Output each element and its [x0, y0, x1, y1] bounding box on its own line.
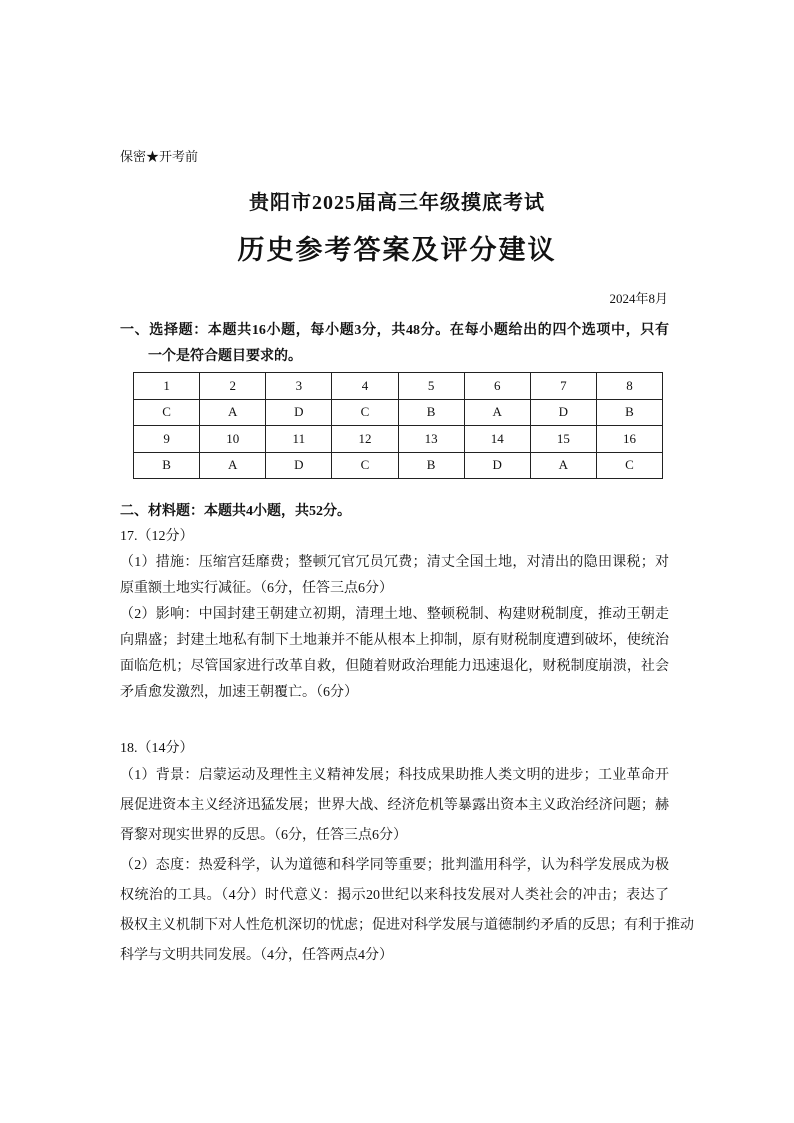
table-cell: C — [596, 452, 662, 479]
table-cell: 14 — [464, 426, 530, 453]
table-row — [134, 452, 663, 479]
table-cell: C — [332, 399, 398, 426]
table-cell: 4 — [332, 373, 398, 400]
table-row — [134, 426, 663, 453]
table-cell: D — [266, 452, 332, 479]
table-cell: A — [530, 452, 596, 479]
section1-heading-cont: 一个是符合题目要求的。 — [148, 349, 302, 364]
answer-table — [133, 372, 663, 479]
q18-answer-line: （1）背景：启蒙运动及理性主义精神发展；科技成果助推人类文明的进步；工业革命开 — [120, 768, 669, 783]
section2-heading: 二、材料题：本题共4小题，共52分。 — [120, 504, 351, 519]
q18-answer-line: 极权主义机制下对人性危机深切的忧虑；促进对科学发展与道德制约矛盾的反思；有利于推动 — [120, 918, 694, 933]
table-cell: B — [596, 399, 662, 426]
confidential-label: 保密★开考前 — [120, 149, 199, 164]
q17-answer-line: （1）措施：压缩宫廷靡费；整顿冗官冗员冗费；清丈全国土地，对清出的隐田课税；对 — [120, 555, 669, 570]
table-cell: B — [134, 452, 200, 479]
document-date: 2024年8月 — [609, 291, 668, 306]
q17-answer-line: 向鼎盛；封建土地私有制下土地兼并不能从根本上抑制，原有财税制度遭到破坏，使统治 — [120, 633, 669, 648]
table-cell: 16 — [596, 426, 662, 453]
table-cell: 5 — [398, 373, 464, 400]
table-cell: 7 — [530, 373, 596, 400]
table-cell: 13 — [398, 426, 464, 453]
table-cell: 2 — [200, 373, 266, 400]
table-cell: D — [464, 452, 530, 479]
table-row — [134, 399, 663, 426]
table-cell: 9 — [134, 426, 200, 453]
exam-title: 贵阳市2025届高三年级摸底考试 — [249, 192, 545, 214]
table-row — [134, 373, 663, 400]
table-cell: 15 — [530, 426, 596, 453]
q18-answer-line: 胥黎对现实世界的反思。（6分，任答三点6分） — [120, 828, 407, 843]
table-cell: 11 — [266, 426, 332, 453]
q18-answer-line: 权统治的工具。（4分）时代意义：揭示20世纪以来科技发展对人类社会的冲击；表达了 — [120, 888, 669, 903]
document-title: 历史参考答案及评分建议 — [237, 235, 557, 265]
table-cell: 12 — [332, 426, 398, 453]
table-cell: D — [530, 399, 596, 426]
q18-heading: 18.（14分） — [120, 741, 194, 756]
q18-answer-line: 科学与文明共同发展。（4分，任答两点4分） — [120, 948, 393, 963]
q17-answer-line: （2）影响：中国封建王朝建立初期，清理土地、整顿税制、构建财税制度，推动王朝走 — [120, 607, 669, 622]
table-cell: 1 — [134, 373, 200, 400]
table-cell: 10 — [200, 426, 266, 453]
table-cell: B — [398, 399, 464, 426]
table-cell: A — [200, 452, 266, 479]
q17-heading: 17.（12分） — [120, 529, 194, 544]
table-cell: C — [332, 452, 398, 479]
table-cell: A — [464, 399, 530, 426]
table-cell: B — [398, 452, 464, 479]
q17-answer-line: 矛盾愈发激烈，加速王朝覆亡。（6分） — [120, 685, 358, 700]
table-cell: 8 — [596, 373, 662, 400]
table-cell: 3 — [266, 373, 332, 400]
q17-answer-line: 面临危机；尽管国家进行改革自救，但随着财政治理能力迅速退化，财税制度崩溃，社会 — [120, 659, 669, 674]
table-cell: 6 — [464, 373, 530, 400]
q18-answer-line: （2）态度：热爱科学，认为道德和科学同等重要；批判滥用科学，认为科学发展成为极 — [120, 858, 669, 873]
q18-answer-line: 展促进资本主义经济迅猛发展；世界大战、经济危机等暴露出资本主义政治经济问题；赫 — [120, 798, 669, 813]
table-cell: D — [266, 399, 332, 426]
q17-answer-line: 原重额土地实行减征。（6分，任答三点6分） — [120, 581, 393, 596]
section1-heading: 一、选择题：本题共16小题，每小题3分，共48分。在每小题给出的四个选项中，只有 — [120, 323, 669, 338]
table-cell: A — [200, 399, 266, 426]
table-cell: C — [134, 399, 200, 426]
